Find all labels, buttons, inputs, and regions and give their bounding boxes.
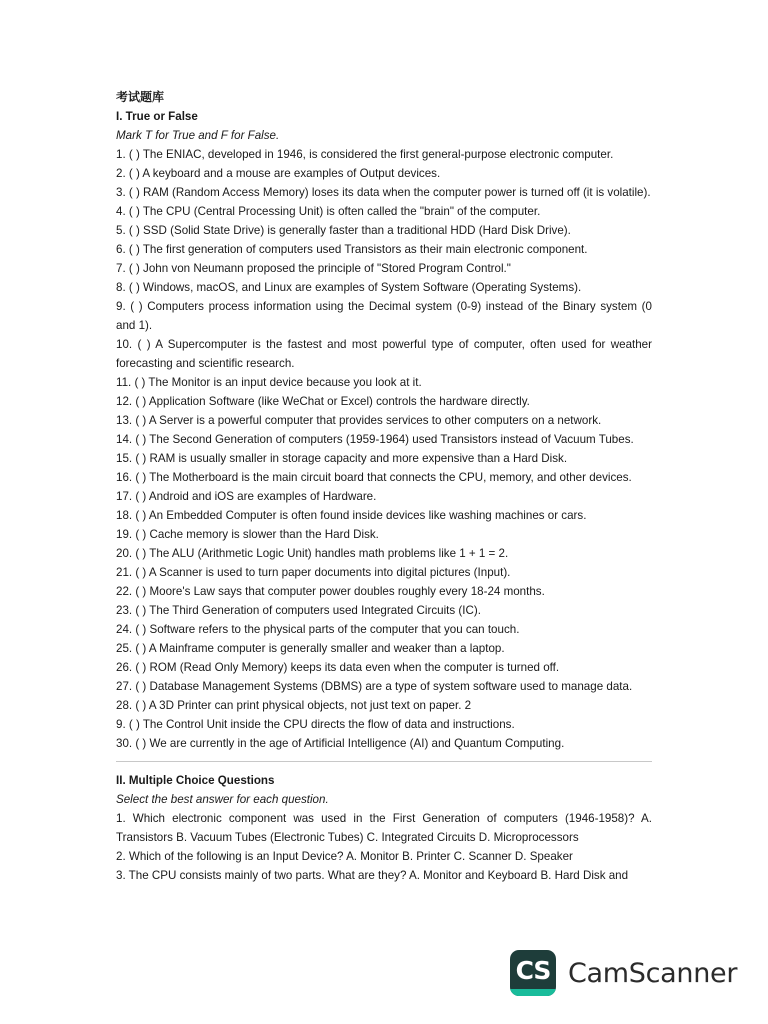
section-2-heading: II. Multiple Choice Questions bbox=[116, 774, 275, 787]
camscanner-logo-icon bbox=[510, 950, 556, 996]
question-item: 5. ( ) SSD (Solid State Drive) is generally faster than a traditional HDD (Hard Disk Drive). bbox=[116, 224, 571, 237]
question-item: 19. ( ) Cache memory is slower than the Hard Disk. bbox=[116, 528, 379, 541]
camscanner-watermark bbox=[510, 950, 737, 996]
question-item: 25. ( ) A Mainframe computer is generally smaller and weaker than a laptop. bbox=[116, 642, 505, 655]
camscanner-name: CamScanner bbox=[568, 957, 738, 989]
question-item: 3. ( ) RAM (Random Access Memory) loses its data when the computer power is turned off (it is volatile). bbox=[116, 186, 651, 199]
question-item: 6. ( ) The first generation of computers used Transistors as their main electronic component. bbox=[116, 243, 588, 256]
question-item: 20. ( ) The ALU (Arithmetic Logic Unit) handles math problems like 1 + 1 = 2. bbox=[116, 547, 509, 560]
question-item: 9. ( ) Computers process information using the Decimal system (0-9) instead of the Binary system (0 and 1). bbox=[116, 300, 652, 332]
question-item: 14. ( ) The Second Generation of computers (1959-1964) used Transistors instead of Vacuum Tubes. bbox=[116, 433, 634, 446]
question-item: 18. ( ) An Embedded Computer is often found inside devices like washing machines or cars. bbox=[116, 509, 587, 522]
question-item: 27. ( ) Database Management Systems (DBMS) are a type of system software used to manage data. bbox=[116, 680, 633, 693]
question-item: 22. ( ) Moore's Law says that computer power doubles roughly every 18-24 months. bbox=[116, 585, 545, 598]
document-page bbox=[116, 88, 652, 885]
question-item: 21. ( ) A Scanner is used to turn paper documents into digital pictures (Input). bbox=[116, 566, 511, 579]
camscanner-logo-text: CS bbox=[515, 956, 551, 985]
section-divider bbox=[116, 761, 652, 762]
question-item: 28. ( ) A 3D Printer can print physical objects, not just text on paper. 2 bbox=[116, 699, 472, 712]
question-item: 16. ( ) The Motherboard is the main circuit board that connects the CPU, memory, and other devices. bbox=[116, 471, 632, 484]
question-item: 24. ( ) Software refers to the physical parts of the computer that you can touch. bbox=[116, 623, 520, 636]
question-item: 1. Which electronic component was used in the First Generation of computers (1946-1958)? A. Transistors B. Vacuum Tubes (Electronic Tubes) C. Integrated Circuits D. Microprocessors bbox=[116, 812, 652, 844]
question-item: 23. ( ) The Third Generation of computers used Integrated Circuits (IC). bbox=[116, 604, 481, 617]
section-1-instructions: Mark T for True and F for False. bbox=[116, 129, 280, 142]
section-2-list bbox=[116, 809, 652, 885]
document-title: 考试题库 bbox=[116, 90, 165, 104]
question-item: 11. ( ) The Monitor is an input device because you look at it. bbox=[116, 376, 422, 389]
question-item: 4. ( ) The CPU (Central Processing Unit) is often called the "brain" of the computer. bbox=[116, 205, 541, 218]
section-2-instructions: Select the best answer for each question. bbox=[116, 793, 329, 806]
question-item: 3. The CPU consists mainly of two parts. What are they? A. Monitor and Keyboard B. Hard Disk and bbox=[116, 869, 629, 882]
question-item: 30. ( ) We are currently in the age of Artificial Intelligence (AI) and Quantum Computing. bbox=[116, 737, 565, 750]
question-item: 13. ( ) A Server is a powerful computer that provides services to other computers on a network. bbox=[116, 414, 602, 427]
question-item: 2. Which of the following is an Input Device? A. Monitor B. Printer C. Scanner D. Speaker bbox=[116, 850, 573, 863]
section-1-heading: I. True or False bbox=[116, 110, 198, 123]
question-item: 26. ( ) ROM (Read Only Memory) keeps its data even when the computer is turned off. bbox=[116, 661, 560, 674]
question-item: 2. ( ) A keyboard and a mouse are examples of Output devices. bbox=[116, 167, 441, 180]
question-item: 9. ( ) The Control Unit inside the CPU directs the flow of data and instructions. bbox=[116, 718, 515, 731]
question-item: 8. ( ) Windows, macOS, and Linux are examples of System Software (Operating Systems). bbox=[116, 281, 582, 294]
question-item: 12. ( ) Application Software (like WeChat or Excel) controls the hardware directly. bbox=[116, 395, 530, 408]
section-1-list bbox=[116, 145, 652, 753]
question-item: 15. ( ) RAM is usually smaller in storage capacity and more expensive than a Hard Disk. bbox=[116, 452, 568, 465]
question-item: 10. ( ) A Supercomputer is the fastest and most powerful type of computer, often used for weather forecasting and scientific research. bbox=[116, 338, 652, 370]
question-item: 7. ( ) John von Neumann proposed the principle of "Stored Program Control." bbox=[116, 262, 511, 275]
question-item: 17. ( ) Android and iOS are examples of Hardware. bbox=[116, 490, 377, 503]
question-item: 1. ( ) The ENIAC, developed in 1946, is considered the first general-purpose electronic computer. bbox=[116, 148, 614, 161]
